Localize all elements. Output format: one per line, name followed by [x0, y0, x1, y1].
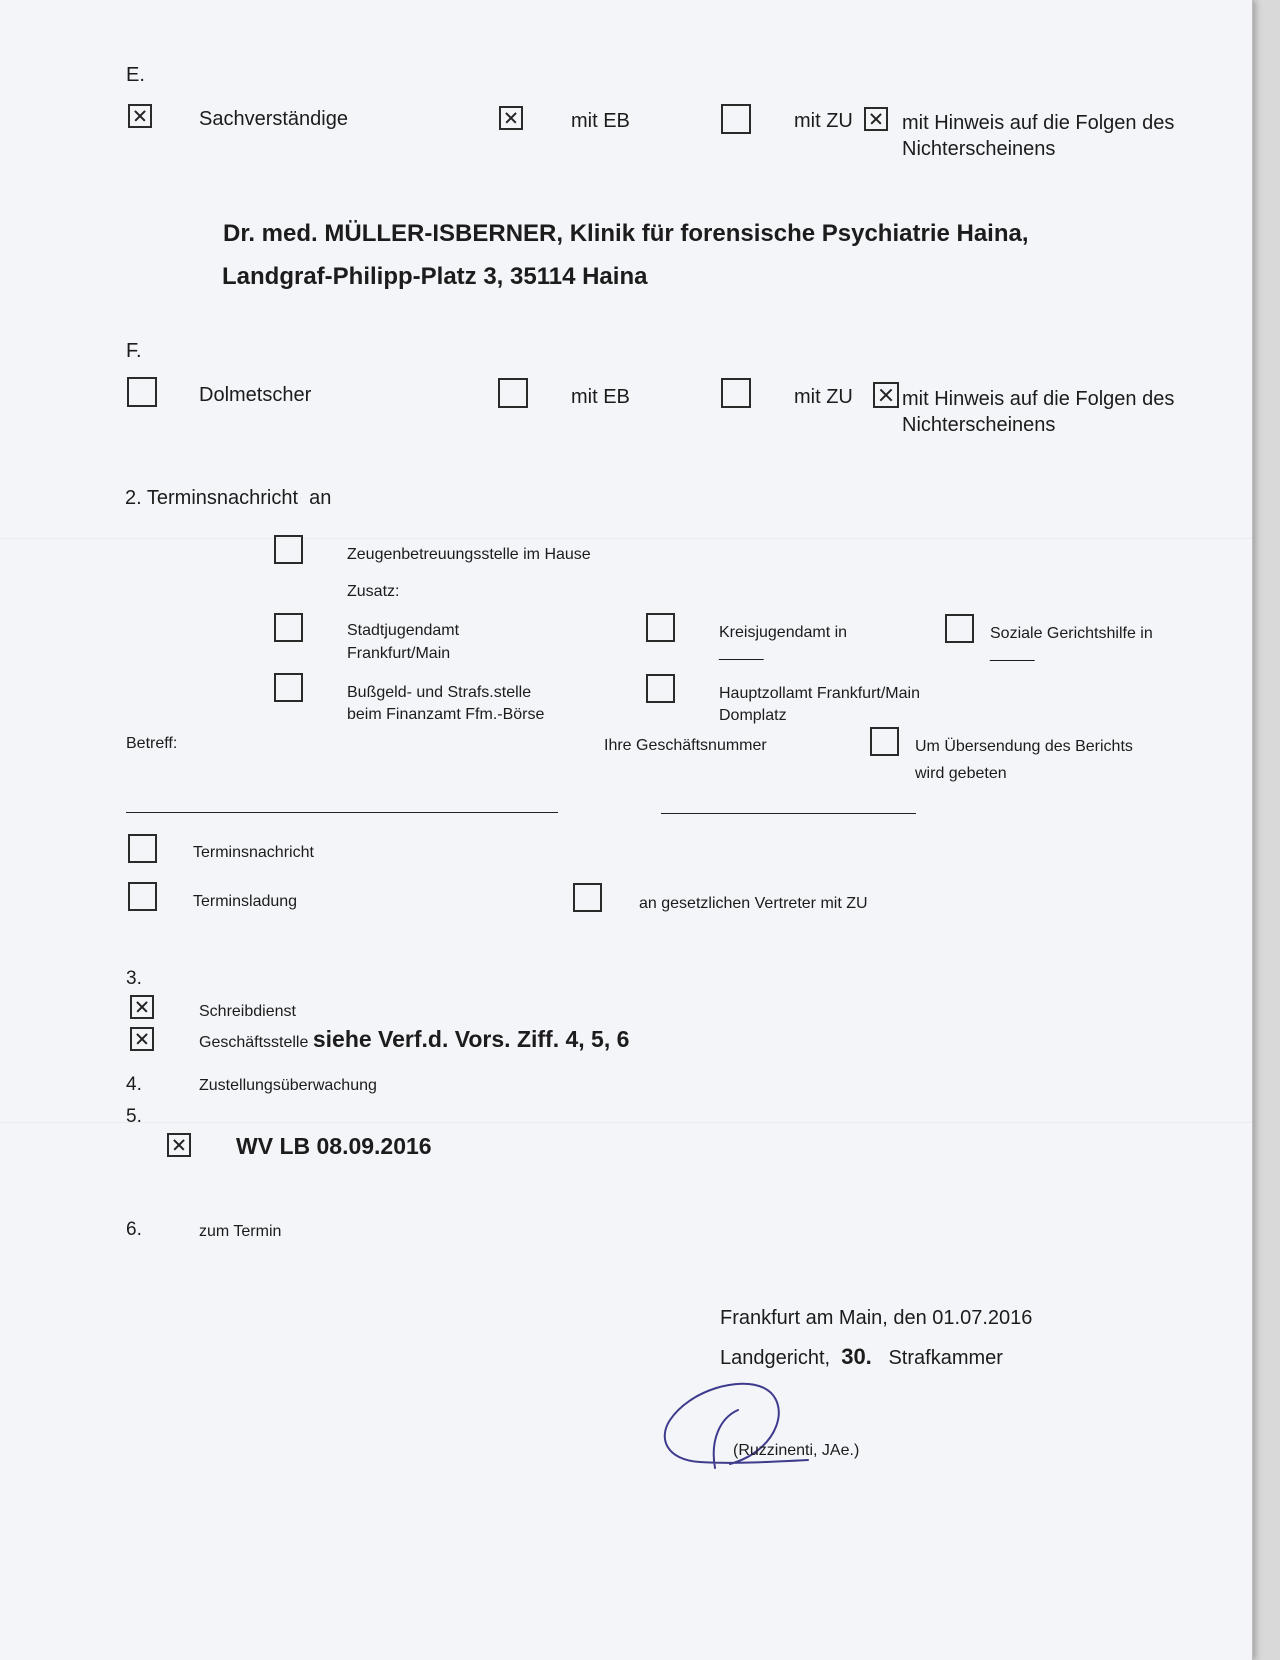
court-line: Landgericht, 30. Strafkammer	[720, 1344, 1003, 1369]
checkbox-e-hinweis[interactable]	[864, 107, 888, 131]
label-bussgeldstelle-2: beim Finanzamt Ffm.-Börse	[347, 706, 545, 723]
checkbox-wiedervorlage[interactable]	[167, 1133, 191, 1157]
expert-address-line: Landgraf-Philipp-Platz 3, 35114 Haina	[222, 263, 648, 290]
signer-name: (Ruzzinenti, JAe.)	[733, 1442, 860, 1459]
place-and-date: Frankfurt am Main, den 01.07.2016	[720, 1307, 1033, 1329]
label-zustellungsueberwachung: Zustellungsüberwachung	[199, 1077, 377, 1094]
label-bussgeldstelle-1: Bußgeld- und Strafs.stelle	[347, 684, 532, 701]
label-e-hinweis-line2: Nichterscheinens	[902, 138, 1056, 160]
label-hauptzollamt-1: Hauptzollamt Frankfurt/Main	[719, 685, 920, 702]
section-f-letter: F.	[126, 340, 142, 362]
label-hauptzollamt-2: Domplatz	[719, 707, 787, 724]
checkbox-e-mit-eb[interactable]	[499, 106, 523, 130]
label-dolmetscher: Dolmetscher	[199, 384, 312, 406]
label-sachverstaendige: Sachverständige	[199, 108, 348, 130]
checkbox-terminsladung[interactable]	[128, 882, 157, 911]
label-schreibdienst: Schreibdienst	[199, 1003, 296, 1020]
checkbox-dolmetscher[interactable]	[127, 377, 157, 407]
label-f-mit-eb: mit EB	[571, 386, 630, 408]
checkbox-schreibdienst[interactable]	[130, 995, 154, 1019]
label-uebersendung-2: wird gebeten	[915, 765, 1007, 782]
label-geschaeftsstelle: Geschäftsstelle	[199, 1034, 309, 1051]
label-f-hinweis-line1: mit Hinweis auf die Folgen des	[902, 388, 1175, 410]
label-terminsnachricht: Terminsnachricht	[193, 844, 314, 861]
label-e-hinweis-line1: mit Hinweis auf die Folgen des	[902, 112, 1175, 134]
label-zeugenbetreuung: Zeugenbetreuungsstelle im Hause	[347, 546, 591, 563]
signature-mark	[660, 1380, 810, 1480]
verfuegung-note: siehe Verf.d. Vors. Ziff. 4, 5, 6	[312, 1026, 630, 1052]
label-kreisjugendamt: Kreisjugendamt in	[719, 624, 848, 641]
fold-line	[0, 1122, 1252, 1124]
checkbox-stadtjugendamt[interactable]	[274, 613, 303, 642]
label-betreff: Betreff:	[126, 735, 178, 752]
checkbox-hauptzollamt[interactable]	[646, 674, 675, 703]
checkbox-f-hinweis[interactable]	[873, 382, 899, 408]
label-f-hinweis-line2: Nichterscheinens	[902, 414, 1056, 436]
checkbox-sachverstaendige[interactable]	[128, 104, 152, 128]
label-uebersendung-1: Um Übersendung des Berichts	[915, 738, 1133, 755]
section-4-num: 4.	[126, 1074, 142, 1095]
section-6-num: 6.	[126, 1219, 142, 1240]
checkbox-geschaeftsstelle[interactable]	[130, 1027, 154, 1051]
checkbox-gesetzlicher-vertreter[interactable]	[573, 883, 602, 912]
label-stadtjugendamt-2: Frankfurt/Main	[347, 645, 451, 662]
section-e-letter: E.	[126, 64, 145, 86]
label-zum-termin: zum Termin	[199, 1223, 282, 1240]
checkbox-soziale-gerichtshilfe[interactable]	[945, 614, 974, 643]
label-soziale-gerichtshilfe: Soziale Gerichtshilfe in	[990, 625, 1153, 642]
label-gesetzlicher-vertreter: an gesetzlichen Vertreter mit ZU	[639, 895, 868, 912]
section-3-num: 3.	[126, 968, 142, 989]
label-f-mit-zu: mit ZU	[794, 386, 853, 408]
label-terminsladung: Terminsladung	[193, 893, 298, 910]
checkbox-uebersendung[interactable]	[870, 727, 899, 756]
expert-name-line: Dr. med. MÜLLER-ISBERNER, Klinik für forensische Psychiatrie Haina,	[223, 220, 1029, 247]
betreff-input-line[interactable]	[126, 812, 558, 813]
checkbox-kreisjugendamt[interactable]	[646, 613, 675, 642]
checkbox-f-mit-zu[interactable]	[721, 378, 751, 408]
checkbox-terminsnachricht[interactable]	[128, 834, 157, 863]
label-zusatz: Zusatz:	[347, 583, 400, 600]
label-e-mit-zu: mit ZU	[794, 110, 853, 132]
geschaeftsstelle-row	[199, 1026, 629, 1053]
wiedervorlage-text: WV LB 08.09.2016	[236, 1133, 432, 1159]
geschaeftsnummer-input-line[interactable]	[661, 813, 916, 814]
section-5-num: 5.	[126, 1106, 142, 1127]
label-e-mit-eb: mit EB	[571, 110, 630, 132]
checkbox-e-mit-zu[interactable]	[721, 104, 751, 134]
soziale-blank: _____	[990, 645, 1035, 662]
checkbox-f-mit-eb[interactable]	[498, 378, 528, 408]
section-2-heading: 2. Terminsnachricht an	[125, 487, 332, 509]
label-geschaeftsnummer: Ihre Geschäftsnummer	[604, 737, 767, 754]
checkbox-bussgeldstelle[interactable]	[274, 673, 303, 702]
kreisjugendamt-blank: _____	[719, 644, 764, 661]
label-stadtjugendamt-1: Stadtjugendamt	[347, 622, 460, 639]
fold-line	[0, 538, 1252, 540]
checkbox-zeugenbetreuung[interactable]	[274, 535, 303, 564]
